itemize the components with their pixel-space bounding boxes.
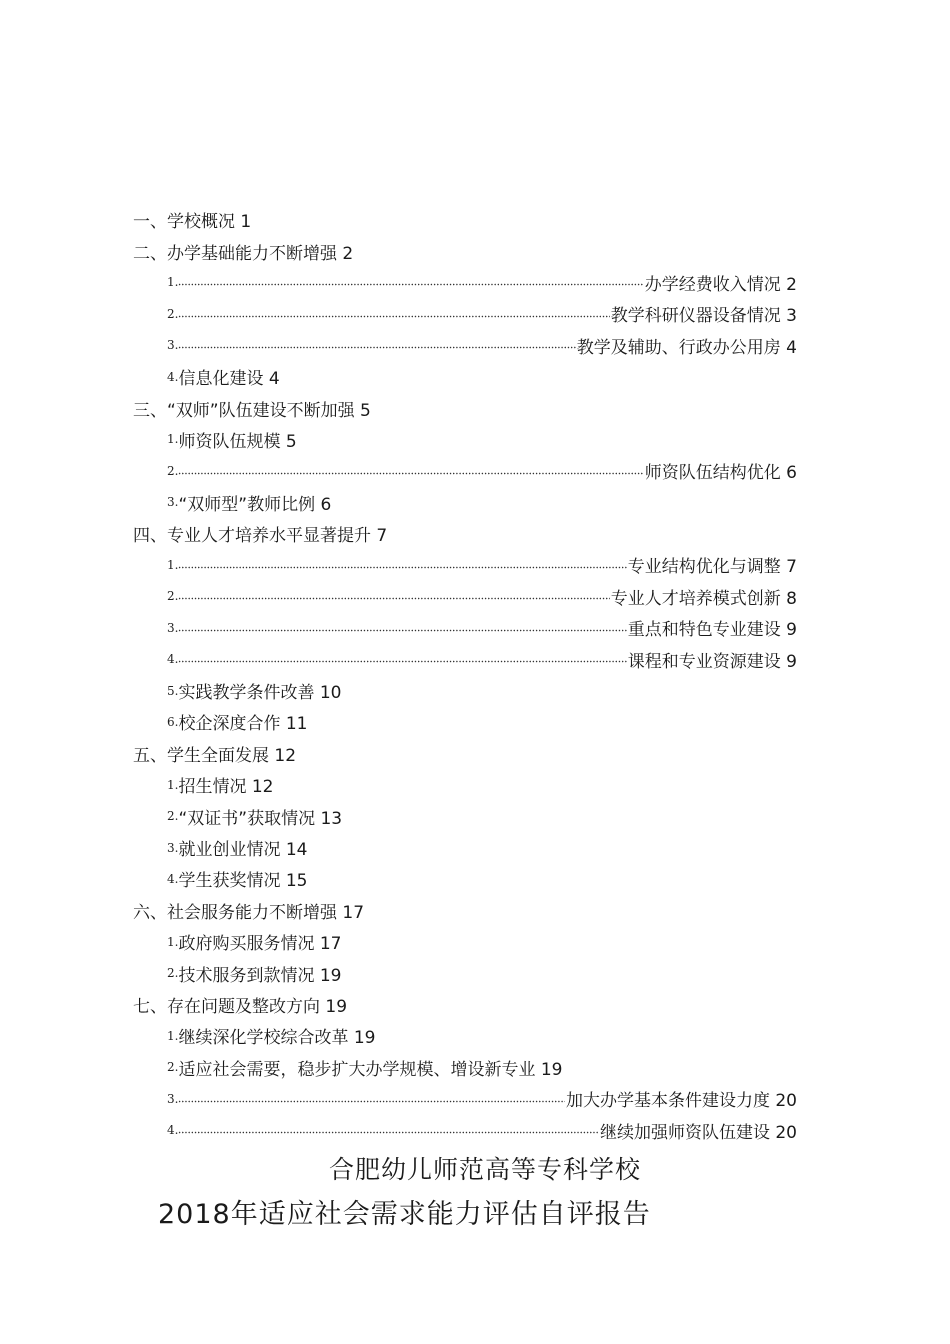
toc-entry-number: 2. (167, 589, 179, 604)
toc-subsection-entry[interactable] (133, 298, 797, 329)
toc-subsection-entry[interactable] (133, 1020, 797, 1051)
toc-entry-text: 技术服务到款情况 19 (178, 965, 342, 986)
toc-entry-text: 六、社会服务能力不断增强 17 (133, 902, 365, 923)
toc-subsection-entry[interactable] (133, 643, 797, 674)
toc-dot-leader (178, 309, 609, 319)
toc-dot-leader (178, 623, 626, 633)
toc-entry-number: 4. (167, 652, 179, 667)
toc-entry-text: 课程和专业资源建设 9 (627, 651, 797, 672)
table-of-contents (133, 204, 797, 1146)
toc-entry-number: 1. (167, 432, 179, 447)
document-title-report: 2018年适应社会需求能力评估自评报告 (158, 1199, 651, 1230)
toc-entry-number: 1. (167, 934, 179, 949)
toc-subsection-entry[interactable] (133, 549, 797, 580)
toc-entry-number: 3. (167, 495, 179, 510)
toc-entry-number: 2. (167, 966, 179, 981)
toc-subsection-entry[interactable] (133, 267, 797, 298)
toc-section-entry[interactable] (133, 518, 797, 549)
toc-entry-number: 4. (167, 369, 179, 384)
toc-subsection-entry[interactable] (133, 424, 797, 455)
toc-dot-leader (178, 654, 626, 664)
toc-dot-leader (178, 1125, 599, 1135)
toc-entry-text: 教学科研仪器设备情况 3 (610, 306, 797, 327)
toc-entry-text: 五、学生全面发展 12 (133, 745, 297, 766)
toc-subsection-entry[interactable] (133, 581, 797, 612)
toc-entry-number: 2. (167, 1060, 179, 1075)
school-name: 合肥幼儿师范高等专科学校 (328, 1155, 641, 1184)
toc-entry-text: “双证书”获取情况 13 (178, 808, 343, 829)
toc-entry-number: 4. (167, 871, 179, 886)
toc-entry-text: 适应社会需要，稳步扩大办学规模、增设新专业 19 (178, 1059, 563, 1080)
toc-section-entry[interactable] (133, 235, 797, 266)
toc-dot-leader (178, 466, 643, 476)
toc-dot-leader (178, 1094, 565, 1104)
toc-entry-number: 2. (167, 809, 179, 824)
toc-entry-number: 1. (167, 275, 179, 290)
toc-subsection-entry[interactable] (133, 863, 797, 894)
toc-dot-leader (178, 277, 643, 287)
toc-entry-text: 教学及辅助、行政办公用房 4 (576, 337, 797, 358)
toc-section-entry[interactable] (133, 989, 797, 1020)
toc-subsection-entry[interactable] (133, 361, 797, 392)
toc-subsection-entry[interactable] (133, 612, 797, 643)
toc-section-entry[interactable] (133, 895, 797, 926)
document-title-school (0, 1150, 950, 1186)
toc-entry-text: 加大办学基本条件建设力度 20 (565, 1091, 797, 1112)
toc-entry-number: 3. (167, 620, 179, 635)
toc-entry-text: 政府购买服务情况 17 (178, 934, 342, 955)
toc-subsection-entry[interactable] (133, 926, 797, 957)
toc-entry-text: 信息化建设 4 (178, 369, 280, 390)
toc-entry-text: 四、专业人才培养水平显著提升 7 (133, 526, 388, 547)
toc-entry-text: 专业人才培养模式创新 8 (610, 588, 797, 609)
toc-entry-number: 2. (167, 306, 179, 321)
toc-subsection-entry[interactable] (133, 1114, 797, 1145)
toc-subsection-entry[interactable] (133, 487, 797, 518)
toc-entry-text: 七、存在问题及整改方向 19 (133, 996, 348, 1017)
toc-subsection-entry[interactable] (133, 455, 797, 486)
toc-entry-text: 学生获奖情况 15 (178, 871, 308, 892)
toc-subsection-entry[interactable] (133, 330, 797, 361)
toc-subsection-entry[interactable] (133, 832, 797, 863)
toc-dot-leader (178, 560, 626, 570)
toc-entry-text: 招生情况 12 (178, 777, 274, 798)
toc-entry-number: 3. (167, 1091, 179, 1106)
toc-entry-text: 继续加强师资队伍建设 20 (599, 1122, 797, 1143)
toc-section-entry[interactable] (133, 204, 797, 235)
toc-dot-leader (178, 340, 575, 350)
toc-subsection-entry[interactable] (133, 1083, 797, 1114)
toc-entry-number: 1. (167, 777, 179, 792)
toc-subsection-entry[interactable] (133, 1052, 797, 1083)
toc-section-entry[interactable] (133, 738, 797, 769)
toc-entry-number: 1. (167, 557, 179, 572)
toc-entry-number: 2. (167, 463, 179, 478)
toc-subsection-entry[interactable] (133, 706, 797, 737)
toc-entry-text: 办学经费收入情况 2 (644, 274, 797, 295)
toc-entry-number: 4. (167, 1123, 179, 1138)
toc-entry-number: 3. (167, 840, 179, 855)
toc-entry-text: 师资队伍结构优化 6 (644, 463, 797, 484)
toc-entry-text: 继续深化学校综合改革 19 (178, 1028, 376, 1049)
toc-subsection-entry[interactable] (133, 800, 797, 831)
toc-entry-text: 二、办学基础能力不断增强 2 (133, 243, 354, 264)
toc-entry-number: 1. (167, 1028, 179, 1043)
toc-entry-text: 三、“双师”队伍建设不断加强 5 (133, 400, 371, 421)
toc-entry-text: 校企深度合作 11 (178, 714, 308, 735)
toc-entry-text: 就业创业情况 14 (178, 840, 308, 860)
toc-subsection-entry[interactable] (133, 769, 797, 800)
toc-entry-number: 5. (167, 683, 179, 698)
toc-entry-text: 专业结构优化与调整 7 (627, 557, 797, 578)
toc-entry-text: “双师型”教师比例 6 (178, 494, 332, 515)
toc-subsection-entry[interactable] (133, 957, 797, 988)
toc-entry-text: 实践教学条件改善 10 (178, 683, 342, 704)
toc-dot-leader (178, 591, 609, 601)
toc-entry-number: 3. (167, 338, 179, 353)
toc-entry-text: 师资队伍规模 5 (178, 431, 297, 452)
toc-subsection-entry[interactable] (133, 675, 797, 706)
toc-entry-number: 6. (167, 714, 179, 729)
toc-entry-text: 重点和特色专业建设 9 (627, 620, 797, 641)
toc-entry-text: 一、学校概况 1 (133, 212, 252, 233)
toc-section-entry[interactable] (133, 392, 797, 423)
